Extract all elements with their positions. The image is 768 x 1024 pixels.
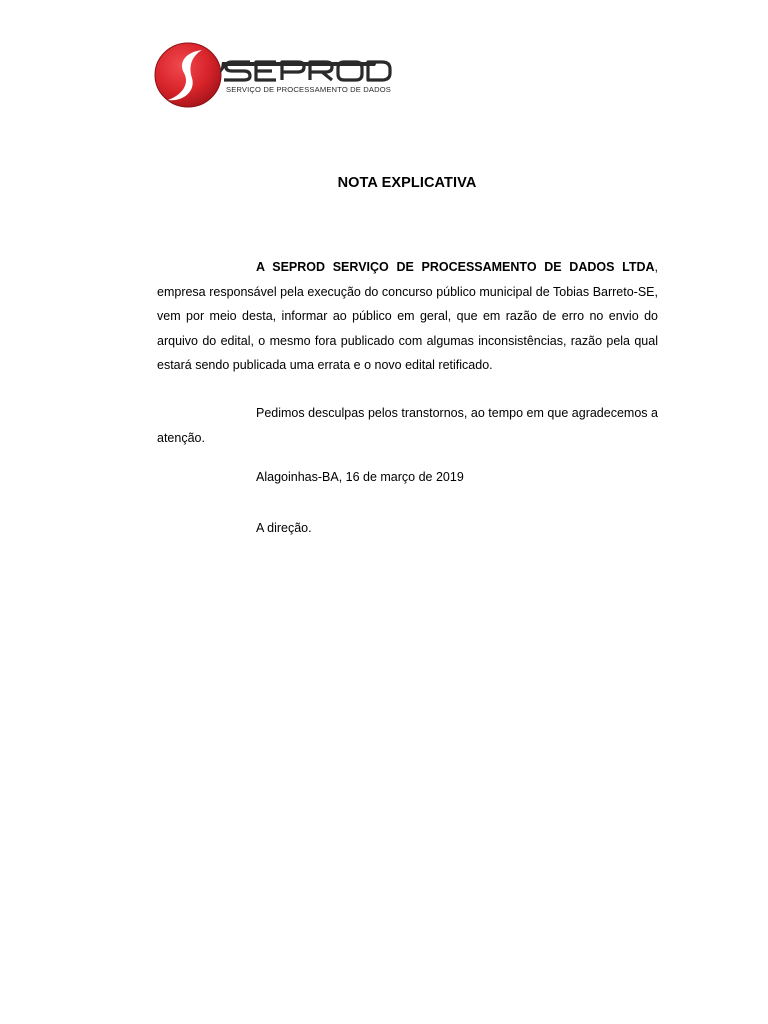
paragraph-intro (157, 255, 658, 378)
paragraph-intro-text: , empresa responsável pela execução do concurso público municipal de Tobias Barreto-SE, vem por meio desta, informar ao público em geral, que em razão de erro no envio do arquivo do edital, o mesmo fora publicado com algumas inconsistências, razão pela qual estará sendo publicada uma errata e o novo edital retificado. (157, 260, 658, 372)
document-title: NOTA EXPLICATIVA (337, 175, 477, 191)
logo-tagline: SERVIÇO DE PROCESSAMENTO DE DADOS (226, 85, 392, 94)
seprod-logo (152, 40, 418, 112)
paragraph-apology: Pedimos desculpas pelos transtornos, ao tempo em que agradecemos a atenção. (157, 406, 658, 445)
place-date: Alagoinhas-BA, 16 de março de 2019 (256, 470, 464, 484)
signoff: A direção. (256, 521, 312, 535)
company-name: A SEPROD SERVIÇO DE PROCESSAMENTO DE DADOS LTDA (256, 260, 655, 274)
